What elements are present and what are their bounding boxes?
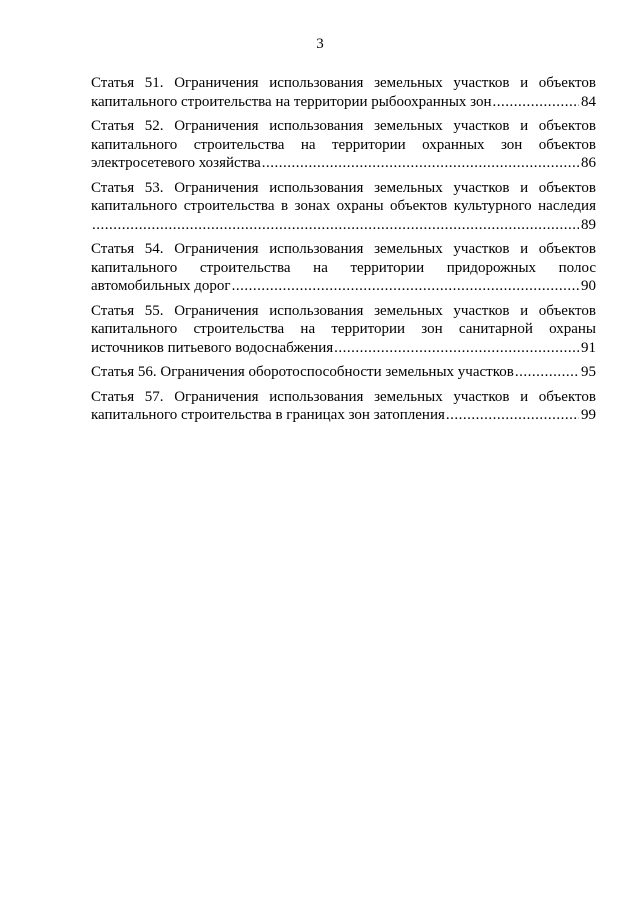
toc-entry-line: Статья 52. Ограничения использования земельных участков и объектов <box>91 118 596 134</box>
toc-entry-article-56[interactable] <box>91 363 596 382</box>
toc-page-ref: 86 <box>581 155 596 171</box>
table-of-contents <box>91 74 596 431</box>
toc-entry-article-57[interactable] <box>91 388 596 425</box>
toc-page-ref: 84 <box>581 93 596 110</box>
toc-entry-line: капитального строительства на территории охранных зон объектов <box>91 136 596 153</box>
toc-entry-article-54[interactable] <box>91 240 596 296</box>
toc-entry-text: автомобильных дорог <box>91 278 231 294</box>
dot-leader <box>261 154 579 173</box>
toc-entry-last-line <box>91 339 596 358</box>
toc-entry-line: Статья 55. Ограничения использования земельных участков и объектов <box>91 302 596 319</box>
page-number: 3 <box>316 36 324 52</box>
toc-entry-article-51[interactable] <box>91 74 596 111</box>
toc-page-ref: 89 <box>581 216 596 233</box>
toc-entry-last-line <box>91 406 596 425</box>
toc-entry-line: Статья 57. Ограничения использования земельных участков и объектов <box>91 388 596 405</box>
toc-entry-line: капитального строительства на территории зон санитарной охраны <box>91 321 596 337</box>
toc-entry-text: источников питьевого водоснабжения <box>91 339 334 356</box>
toc-entry-article-52[interactable] <box>91 117 596 173</box>
toc-entry-article-53[interactable] <box>91 179 596 235</box>
toc-entry-line: капитального строительства на территории придорожных полос <box>91 259 596 276</box>
toc-entry-text: капитального строительства на территории рыбоохранных зон <box>91 93 492 110</box>
toc-entry-text: капитального строительства в границах зон затопления <box>91 407 445 423</box>
dot-leader <box>91 216 579 235</box>
toc-entry-last-line <box>91 216 596 235</box>
toc-entry-line: Статья 53. Ограничения использования земельных участков и объектов <box>91 179 596 196</box>
toc-entry-line: капитального строительства в зонах охраны объектов культурного наследия <box>91 198 596 214</box>
toc-entry-line: Статья 51. Ограничения использования земельных участков и объектов <box>91 75 596 91</box>
toc-page-ref: 91 <box>581 339 596 356</box>
toc-entry-last-line <box>91 154 596 173</box>
toc-entry-last-line <box>91 93 596 112</box>
toc-entry-article-55[interactable] <box>91 302 596 358</box>
dot-leader <box>514 363 579 382</box>
toc-page-ref: 95 <box>581 364 596 380</box>
toc-entry-last-line <box>91 363 596 382</box>
toc-entry-line: Статья 54. Ограничения использования земельных участков и объектов <box>91 241 596 257</box>
toc-entry-text: Статья 56. Ограничения оборотоспособности земельных участков <box>91 364 514 380</box>
dot-leader <box>492 93 579 112</box>
toc-page-ref: 99 <box>581 407 596 423</box>
toc-page-ref: 90 <box>581 278 596 294</box>
dot-leader <box>445 406 579 425</box>
toc-entry-last-line <box>91 277 596 296</box>
dot-leader <box>231 277 579 296</box>
dot-leader <box>333 339 579 358</box>
toc-entry-text: электросетевого хозяйства <box>91 155 261 171</box>
